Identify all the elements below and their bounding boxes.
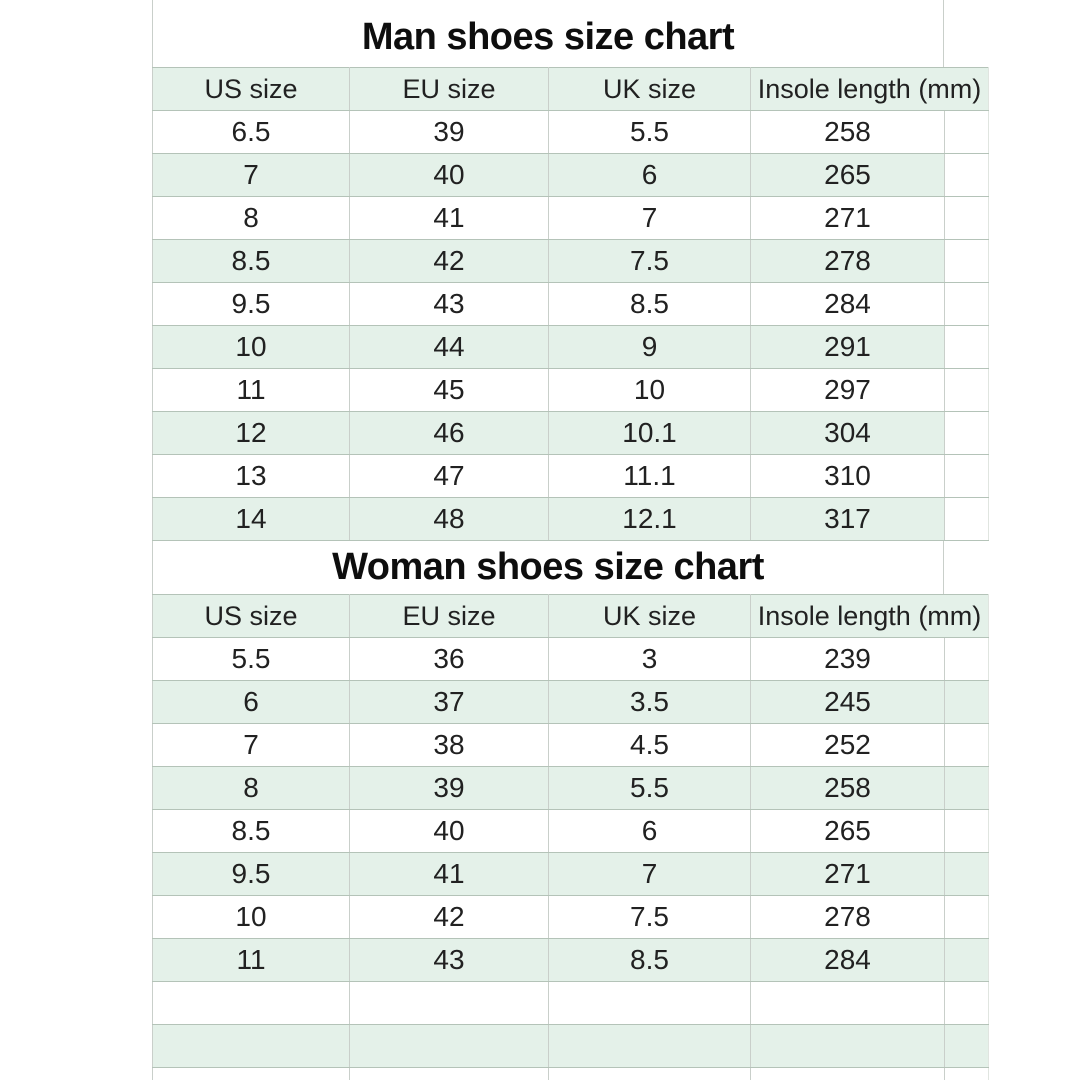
size-cell: 6 — [549, 810, 751, 853]
size-cell: 278 — [751, 240, 945, 283]
size-cell: 10 — [549, 369, 751, 412]
empty-cell — [751, 1025, 945, 1068]
size-cell: 239 — [751, 638, 945, 681]
size-cell: 7 — [153, 154, 350, 197]
man-chart-title: Man shoes size chart — [361, 16, 735, 58]
size-cell: 245 — [751, 681, 945, 724]
size-cell: 258 — [751, 767, 945, 810]
size-cell: 14 — [153, 498, 350, 541]
size-cell: 41 — [350, 197, 549, 240]
size-row — [153, 197, 989, 240]
size-cell: 7.5 — [549, 240, 751, 283]
size-cell: 44 — [350, 326, 549, 369]
header-row — [153, 595, 989, 638]
woman-table-header — [153, 595, 989, 638]
size-cell: 10 — [153, 896, 350, 939]
empty-cell — [153, 1025, 350, 1068]
empty-cell — [945, 498, 989, 541]
man-table-body — [153, 111, 989, 541]
size-cell: 43 — [350, 283, 549, 326]
size-cell: 7 — [549, 853, 751, 896]
size-cell: 8.5 — [153, 810, 350, 853]
size-cell: 265 — [751, 810, 945, 853]
size-row — [153, 724, 989, 767]
size-row — [153, 939, 989, 982]
header-uk-size: UK size — [549, 595, 751, 638]
size-cell: 9 — [549, 326, 751, 369]
size-cell: 8.5 — [549, 283, 751, 326]
size-cell: 8 — [153, 767, 350, 810]
empty-cell — [945, 767, 989, 810]
size-cell: 8.5 — [549, 939, 751, 982]
size-cell: 10 — [153, 326, 350, 369]
size-cell: 13 — [153, 455, 350, 498]
size-cell: 40 — [350, 810, 549, 853]
empty-cell — [350, 982, 549, 1025]
header-eu-size: EU size — [350, 68, 549, 111]
size-cell: 40 — [350, 154, 549, 197]
size-cell: 291 — [751, 326, 945, 369]
empty-cell — [549, 1068, 751, 1080]
size-cell: 278 — [751, 896, 945, 939]
spacer-column — [944, 0, 988, 67]
size-row — [153, 681, 989, 724]
size-cell: 46 — [350, 412, 549, 455]
empty-cell — [945, 1025, 989, 1068]
size-cell: 12.1 — [549, 498, 751, 541]
size-cell: 41 — [350, 853, 549, 896]
size-cell: 284 — [751, 283, 945, 326]
header-us-size: US size — [153, 595, 350, 638]
empty-cell — [945, 455, 989, 498]
size-cell: 317 — [751, 498, 945, 541]
size-cell: 284 — [751, 939, 945, 982]
size-cell: 11 — [153, 939, 350, 982]
size-cell: 6 — [153, 681, 350, 724]
empty-cell — [153, 982, 350, 1025]
size-cell: 12 — [153, 412, 350, 455]
size-row — [153, 896, 989, 939]
size-row — [153, 283, 989, 326]
size-cell: 5.5 — [549, 111, 751, 154]
size-cell: 8 — [153, 197, 350, 240]
size-cell: 39 — [350, 767, 549, 810]
empty-cell — [945, 810, 989, 853]
size-row — [153, 498, 989, 541]
size-cell: 42 — [350, 896, 549, 939]
empty-cell — [945, 1068, 989, 1080]
size-cell: 43 — [350, 939, 549, 982]
man-title-band — [152, 0, 988, 67]
empty-cell — [945, 240, 989, 283]
header-row — [153, 68, 989, 111]
man-table-header — [153, 68, 989, 111]
woman-size-table — [152, 594, 989, 1080]
size-cell: 7.5 — [549, 896, 751, 939]
woman-title-cell — [152, 541, 944, 594]
header-insole-length: Insole length (mm) — [751, 68, 989, 111]
size-cell: 5.5 — [153, 638, 350, 681]
header-uk-size: UK size — [549, 68, 751, 111]
empty-cell — [945, 638, 989, 681]
size-cell: 265 — [751, 154, 945, 197]
size-cell: 8.5 — [153, 240, 350, 283]
empty-cell — [945, 681, 989, 724]
size-cell: 39 — [350, 111, 549, 154]
empty-row — [153, 1068, 989, 1080]
spreadsheet-area — [152, 0, 988, 1080]
size-cell: 271 — [751, 197, 945, 240]
size-row — [153, 154, 989, 197]
size-cell: 3 — [549, 638, 751, 681]
woman-table-body — [153, 638, 989, 982]
size-cell: 3.5 — [549, 681, 751, 724]
size-cell: 297 — [751, 369, 945, 412]
man-title-cell — [152, 0, 944, 67]
empty-cell — [549, 1025, 751, 1068]
empty-cell — [945, 982, 989, 1025]
trailing-empty-rows — [153, 982, 989, 1080]
empty-cell — [945, 939, 989, 982]
empty-cell — [945, 154, 989, 197]
size-row — [153, 767, 989, 810]
size-cell: 9.5 — [153, 853, 350, 896]
size-cell: 47 — [350, 455, 549, 498]
size-cell: 6 — [549, 154, 751, 197]
size-cell: 7 — [153, 724, 350, 767]
spacer-column — [944, 541, 988, 594]
header-eu-size: EU size — [350, 595, 549, 638]
empty-cell — [350, 1068, 549, 1080]
size-cell: 258 — [751, 111, 945, 154]
size-cell: 45 — [350, 369, 549, 412]
size-row — [153, 326, 989, 369]
size-row — [153, 412, 989, 455]
header-insole-length: Insole length (mm) — [751, 595, 989, 638]
size-row — [153, 240, 989, 283]
header-us-size: US size — [153, 68, 350, 111]
size-cell: 310 — [751, 455, 945, 498]
empty-cell — [945, 724, 989, 767]
empty-cell — [751, 1068, 945, 1080]
size-cell: 4.5 — [549, 724, 751, 767]
empty-cell — [751, 982, 945, 1025]
size-row — [153, 111, 989, 154]
size-cell: 5.5 — [549, 767, 751, 810]
empty-cell — [945, 896, 989, 939]
size-cell: 7 — [549, 197, 751, 240]
size-cell: 42 — [350, 240, 549, 283]
size-cell: 36 — [350, 638, 549, 681]
size-cell: 37 — [350, 681, 549, 724]
size-cell: 11.1 — [549, 455, 751, 498]
size-cell: 271 — [751, 853, 945, 896]
empty-cell — [945, 111, 989, 154]
size-cell: 10.1 — [549, 412, 751, 455]
man-size-table — [152, 67, 989, 541]
size-cell: 304 — [751, 412, 945, 455]
empty-cell — [945, 369, 989, 412]
size-row — [153, 810, 989, 853]
empty-cell — [945, 326, 989, 369]
size-row — [153, 853, 989, 896]
empty-cell — [153, 1068, 350, 1080]
empty-cell — [945, 283, 989, 326]
size-row — [153, 638, 989, 681]
size-cell: 6.5 — [153, 111, 350, 154]
empty-cell — [945, 853, 989, 896]
size-cell: 11 — [153, 369, 350, 412]
empty-row — [153, 982, 989, 1025]
empty-cell — [350, 1025, 549, 1068]
size-row — [153, 369, 989, 412]
size-cell: 48 — [350, 498, 549, 541]
size-cell: 38 — [350, 724, 549, 767]
empty-cell — [945, 412, 989, 455]
woman-title-band — [152, 541, 988, 594]
empty-row — [153, 1025, 989, 1068]
woman-chart-title: Woman shoes size chart — [332, 546, 764, 588]
size-row — [153, 455, 989, 498]
empty-cell — [945, 197, 989, 240]
size-cell: 9.5 — [153, 283, 350, 326]
size-cell: 252 — [751, 724, 945, 767]
empty-cell — [549, 982, 751, 1025]
